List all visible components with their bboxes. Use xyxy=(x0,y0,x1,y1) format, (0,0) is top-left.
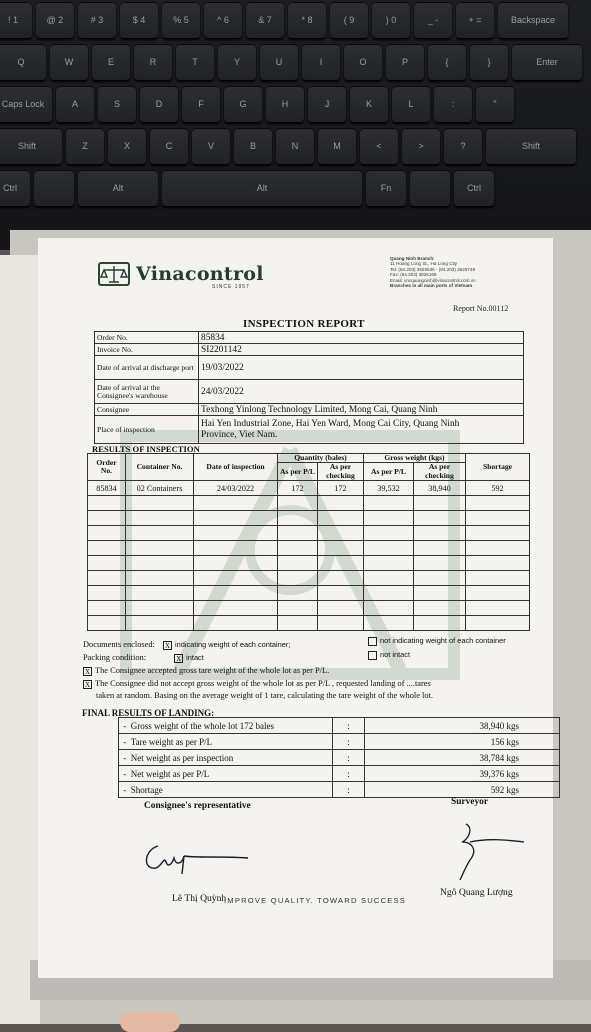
left-sheet xyxy=(0,255,40,1024)
surveyor-name: Ngô Quang Lượng xyxy=(440,887,513,898)
keyboard-key[interactable]: & 7 xyxy=(246,2,284,38)
label: Place of inspection xyxy=(95,416,199,444)
keyboard-row-home xyxy=(0,86,514,124)
consignee-name: Texhong Yinlong Technology Limited, Mong Cai, Quang Ninh xyxy=(199,404,524,416)
keyboard-key[interactable]: G xyxy=(224,86,262,122)
cell-container: 02 Containers xyxy=(126,481,194,496)
keyboard-key[interactable]: M xyxy=(318,128,356,164)
checkbox-indicating: X xyxy=(164,641,170,650)
packing-condition: Packing condition: X intact xyxy=(83,653,204,663)
checkbox-not-intact xyxy=(368,651,377,660)
label: Order No. xyxy=(95,332,199,344)
empty-row xyxy=(88,526,530,541)
consignee-rep-name: Lê Thị Quỳnh xyxy=(172,893,227,904)
checkbox-not-indicating xyxy=(368,637,377,646)
keyboard-key[interactable]: : xyxy=(434,86,472,122)
keyboard-key[interactable]: Z xyxy=(66,128,104,164)
table-row: - Tare weight as per P/L : 156 kgs xyxy=(119,734,560,750)
table-row: - Gross weight of the whole lot 172 bales : 38,940 kgs xyxy=(119,718,560,734)
order-info-table xyxy=(94,331,524,444)
cell-gross-check: 38,940 xyxy=(414,481,466,496)
keyboard-row-qwerty xyxy=(0,44,582,82)
keyboard-key[interactable]: < xyxy=(360,128,398,164)
keyboard-key[interactable]: # 3 xyxy=(78,2,116,38)
col-order: Order No. xyxy=(88,454,126,481)
keyboard-key[interactable]: H xyxy=(266,86,304,122)
keyboard-key[interactable]: C xyxy=(150,128,188,164)
keyboard-key[interactable]: W xyxy=(50,44,88,80)
keyboard-key[interactable]: > xyxy=(402,128,440,164)
surveyor-signature xyxy=(448,820,528,882)
keyboard-key[interactable]: K xyxy=(350,86,388,122)
empty-row xyxy=(88,496,530,511)
fingertip xyxy=(120,1012,180,1032)
consignee-signature xyxy=(138,838,258,878)
keyboard-key[interactable]: A xyxy=(56,86,94,122)
arrival-warehouse-date: 24/03/2022 xyxy=(199,380,524,404)
keyboard-key[interactable]: D xyxy=(140,86,178,122)
keyboard-key[interactable]: ( 9 xyxy=(330,2,368,38)
col-container: Container No. xyxy=(126,454,194,481)
keyboard-key[interactable]: F xyxy=(182,86,220,122)
branch-address: Quang Ninh Branch: 11 Hoang Long St., Ha Long City Tel: (84.203) 3825535 - (84.203) 3629749 Fax: (84.203) 3826169 Email: vncquangninh@vinacontrol.com.vn Branches in all main ports of Vietnam xyxy=(390,256,476,289)
keyboard-key[interactable]: P xyxy=(386,44,424,80)
keyboard-key[interactable]: @ 2 xyxy=(36,2,74,38)
col-qty-check: As per checking xyxy=(318,463,364,481)
table-row: - Shortage : 592 kgs xyxy=(119,782,560,798)
empty-row xyxy=(88,556,530,571)
keyboard-key[interactable]: Ctrl xyxy=(0,170,30,206)
col-quantity: Quantity (bales) xyxy=(278,454,364,463)
keyboard-key[interactable]: Ctrl xyxy=(454,170,494,206)
scale-logo-icon xyxy=(98,262,130,286)
keyboard-key[interactable]: + = xyxy=(456,2,494,38)
place-of-inspection: Hai Yen Industrial Zone, Hai Yen Ward, Mong Cai City, Quang Ninh Province, Viet Nam. xyxy=(199,416,524,444)
keyboard-key[interactable]: J xyxy=(308,86,346,122)
keyboard-key[interactable]: N xyxy=(276,128,314,164)
keyboard-key[interactable]: Shift xyxy=(486,128,576,164)
keyboard-key[interactable]: B xyxy=(234,128,272,164)
keyboard-key[interactable]: Alt xyxy=(78,170,158,206)
cell-order: 85834 xyxy=(88,481,126,496)
keyboard-key[interactable]: V xyxy=(192,128,230,164)
table-row xyxy=(88,481,530,496)
label: Consignee xyxy=(95,404,199,416)
keyboard-key[interactable]: S xyxy=(98,86,136,122)
since-text: SINCE 1957 xyxy=(212,284,250,290)
checkbox-accepted: X xyxy=(84,667,91,676)
col-qty-pl: As per P/L xyxy=(278,463,318,481)
keyboard-key[interactable]: Fn xyxy=(366,170,406,206)
statement-accepted: X The Consignee accepted gross tare weight of the whole lot as per P/L. xyxy=(84,666,330,676)
keyboard-key[interactable]: Q xyxy=(0,44,46,80)
keyboard-key[interactable]: I xyxy=(302,44,340,80)
report-title: INSPECTION REPORT xyxy=(243,318,365,330)
final-results-heading: FINAL RESULTS OF LANDING: xyxy=(82,708,215,718)
keyboard-key[interactable]: Enter xyxy=(512,44,582,80)
keyboard-key[interactable]: $ 4 xyxy=(120,2,158,38)
keyboard-key[interactable]: X xyxy=(108,128,146,164)
invoice-number: SI2201142 xyxy=(199,344,524,356)
keyboard-key[interactable]: Backspace xyxy=(498,2,568,38)
order-number: 85834 xyxy=(199,332,524,344)
company-slogan: IMPROVE QUALITY. TOWARD SUCCESS xyxy=(224,896,407,905)
keyboard-key[interactable]: R xyxy=(134,44,172,80)
cell-qty-check: 172 xyxy=(318,481,364,496)
report-number: Report No.00112 xyxy=(453,304,509,313)
col-date: Date of inspection xyxy=(194,454,278,481)
col-gross: Gross weight (kgs) xyxy=(364,454,466,463)
keyboard-key[interactable] xyxy=(410,170,450,206)
keyboard-key[interactable]: T xyxy=(176,44,214,80)
keyboard-key[interactable] xyxy=(34,170,74,206)
keyboard-key[interactable]: ? xyxy=(444,128,482,164)
checkbox-intact: X xyxy=(176,654,182,663)
keyboard-row-bottom xyxy=(0,170,494,208)
keyboard-key[interactable]: ! 1 xyxy=(0,2,32,38)
label: Invoice No. xyxy=(95,344,199,356)
keyboard-key[interactable]: L xyxy=(392,86,430,122)
keyboard-key[interactable]: * 8 xyxy=(288,2,326,38)
col-gross-check: As per checking xyxy=(414,463,466,481)
keyboard-key[interactable]: Shift xyxy=(0,128,62,164)
label: Date of arrival at discharge port xyxy=(95,356,199,380)
final-results-table xyxy=(118,717,560,798)
keyboard-key[interactable]: Caps Lock xyxy=(0,86,52,122)
keyboard xyxy=(0,0,591,250)
keyboard-row-numbers xyxy=(0,2,568,40)
keyboard-key[interactable]: ) 0 xyxy=(372,2,410,38)
label: Date of arrival at the Consignee's warehouse xyxy=(95,380,199,404)
results-heading: RESULTS OF INSPECTION xyxy=(92,444,200,454)
empty-row xyxy=(88,571,530,586)
col-shortage: Shortage xyxy=(466,454,530,481)
table-row: - Net weight as per P/L : 39,376 kgs xyxy=(119,766,560,782)
cell-qty-pl: 172 xyxy=(278,481,318,496)
empty-row xyxy=(88,541,530,556)
empty-row xyxy=(88,616,530,631)
keyboard-key[interactable]: " xyxy=(476,86,514,122)
cell-gross-pl: 39,532 xyxy=(364,481,414,496)
checkbox-not-accepted: X xyxy=(84,680,91,689)
col-gross-pl: As per P/L xyxy=(364,463,414,481)
statement-not-accepted-cont: taken at random. Basing on the average weight of 1 tare, calculating the tare weight of the whole lot. xyxy=(96,691,433,700)
keyboard-key[interactable]: _ - xyxy=(414,2,452,38)
keyboard-key[interactable]: ^ 6 xyxy=(204,2,242,38)
keyboard-key[interactable]: U xyxy=(260,44,298,80)
keyboard-row-shift xyxy=(0,128,576,166)
results-table xyxy=(87,453,530,631)
empty-row xyxy=(88,586,530,601)
keyboard-key[interactable]: Y xyxy=(218,44,256,80)
statement-not-accepted: X The Consignee did not accept gross weight of the whole lot as per P/L , requested landing of ....tares xyxy=(84,679,431,689)
keyboard-key[interactable]: } xyxy=(470,44,508,80)
keyboard-key[interactable]: E xyxy=(92,44,130,80)
company-logo xyxy=(98,262,264,286)
keyboard-key[interactable]: Alt xyxy=(162,170,362,206)
keyboard-key[interactable]: % 5 xyxy=(162,2,200,38)
arrival-port-date: 19/03/2022 xyxy=(199,356,524,380)
documents-option-2: not indicating weight of each container xyxy=(368,636,506,646)
surveyor-title: Surveyor xyxy=(451,797,488,807)
keyboard-key[interactable]: { xyxy=(428,44,466,80)
table-row: - Net weight as per inspection : 38,784 kgs xyxy=(119,750,560,766)
documents-enclosed: Documents enclosed: X indicating weight of each container; xyxy=(83,640,291,650)
cell-date: 24/03/2022 xyxy=(194,481,278,496)
packing-option-2: not intact xyxy=(368,650,410,660)
cell-shortage: 592 xyxy=(466,481,530,496)
keyboard-key[interactable]: O xyxy=(344,44,382,80)
consignee-rep-title: Consignee's representative xyxy=(144,801,251,811)
company-name: Vinacontrol xyxy=(136,263,264,285)
empty-row xyxy=(88,601,530,616)
empty-row xyxy=(88,511,530,526)
